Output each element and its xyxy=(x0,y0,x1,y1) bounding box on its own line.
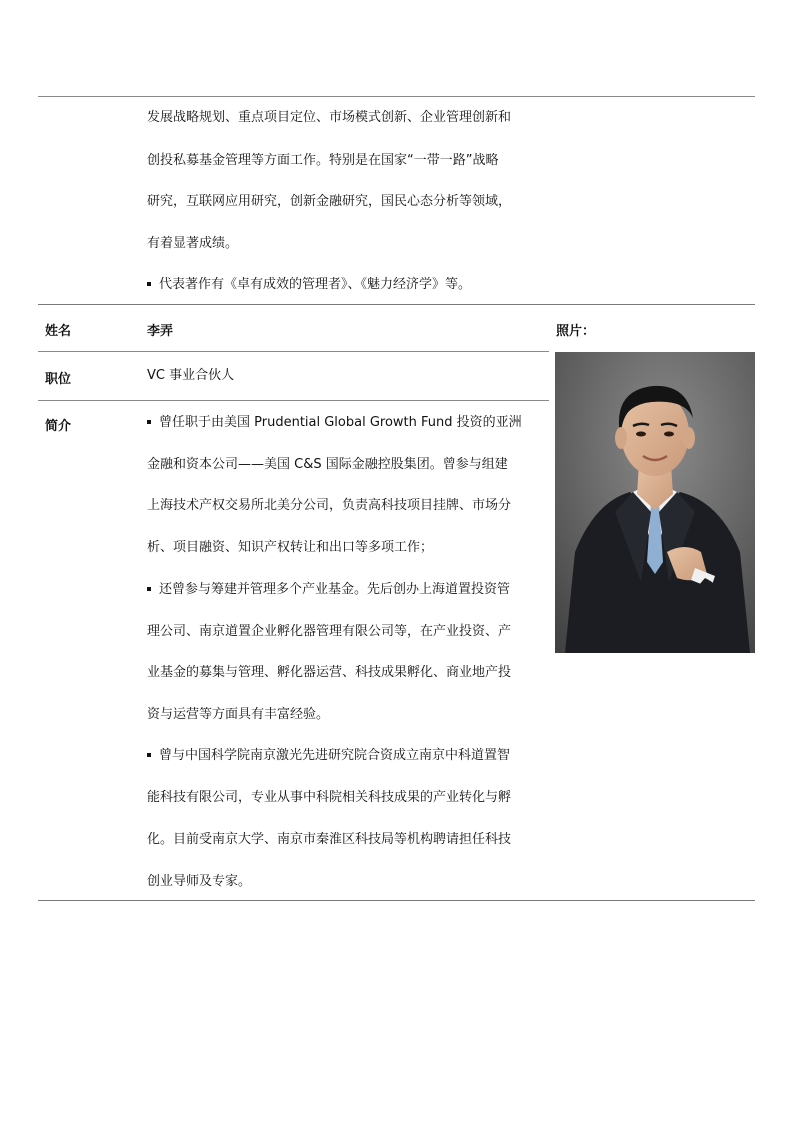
top-line-2: 创投私募基金管理等方面工作。特别是在国家“一带一路”战略 xyxy=(147,153,499,168)
intro-line-8: 资与运营等方面具有丰富经验。 xyxy=(147,707,330,722)
top-line-3: 研究，互联网应用研究，创新金融研究，国民心态分析等领域， xyxy=(147,194,512,209)
name-value: 李弄 xyxy=(147,324,174,339)
position-value: VC 事业合伙人 xyxy=(147,368,235,383)
intro-text-1: 曾任职于由美国 Prudential Global Growth Fund 投资的亚洲 xyxy=(159,415,522,430)
intro-line-6: 理公司、南京道置企业孵化器管理有限公司等，在产业投资、产 xyxy=(147,624,512,639)
row-rule-2 xyxy=(38,400,549,401)
bullet-icon xyxy=(147,587,151,591)
intro-text-5: 还曾参与筹建并管理多个产业基金。先后创办上海道置投资管 xyxy=(159,582,511,597)
section-rule xyxy=(38,304,755,305)
name-label: 姓名 xyxy=(45,324,72,339)
top-rule xyxy=(38,96,755,97)
row-rule-1 xyxy=(38,351,549,352)
portrait-icon xyxy=(555,352,755,653)
intro-line-1 xyxy=(147,416,522,429)
intro-label: 简介 xyxy=(45,419,72,434)
top-bullet-text: 代表著作有《卓有成效的管理者》、《魅力经济学》等。 xyxy=(159,277,472,292)
portrait-photo xyxy=(555,352,755,653)
position-label: 职位 xyxy=(45,372,72,387)
bottom-rule xyxy=(38,900,755,901)
bullet-icon xyxy=(147,420,151,424)
intro-line-3: 上海技术产权交易所北美分公司，负责高科技项目挂牌、市场分 xyxy=(147,498,512,513)
intro-line-11: 化。目前受南京大学、南京市秦淮区科技局等机构聘请担任科技 xyxy=(147,832,512,847)
top-line-1: 发展战略规划、重点项目定位、市场模式创新、企业管理创新和 xyxy=(147,110,512,125)
intro-line-2: 金融和资本公司——美国 C&S 国际金融控股集团。曾参与组建 xyxy=(147,457,508,472)
intro-line-9 xyxy=(147,749,510,762)
intro-line-4: 析、项目融资、知识产权转让和出口等多项工作； xyxy=(147,540,434,555)
intro-line-7: 业基金的募集与管理、孵化器运营、科技成果孵化、商业地产投 xyxy=(147,665,512,680)
top-line-4: 有着显著成绩。 xyxy=(147,236,239,251)
intro-line-12: 创业导师及专家。 xyxy=(147,874,252,889)
bullet-icon xyxy=(147,753,151,757)
photo-label: 照片： xyxy=(556,324,596,339)
bullet-icon xyxy=(147,282,151,286)
intro-line-10: 能科技有限公司，专业从事中科院相关科技成果的产业转化与孵 xyxy=(147,790,512,805)
intro-line-5 xyxy=(147,583,510,596)
top-bullet-line xyxy=(147,278,471,291)
intro-text-9: 曾与中国科学院南京激光先进研究院合资成立南京中科道置智 xyxy=(159,748,511,763)
